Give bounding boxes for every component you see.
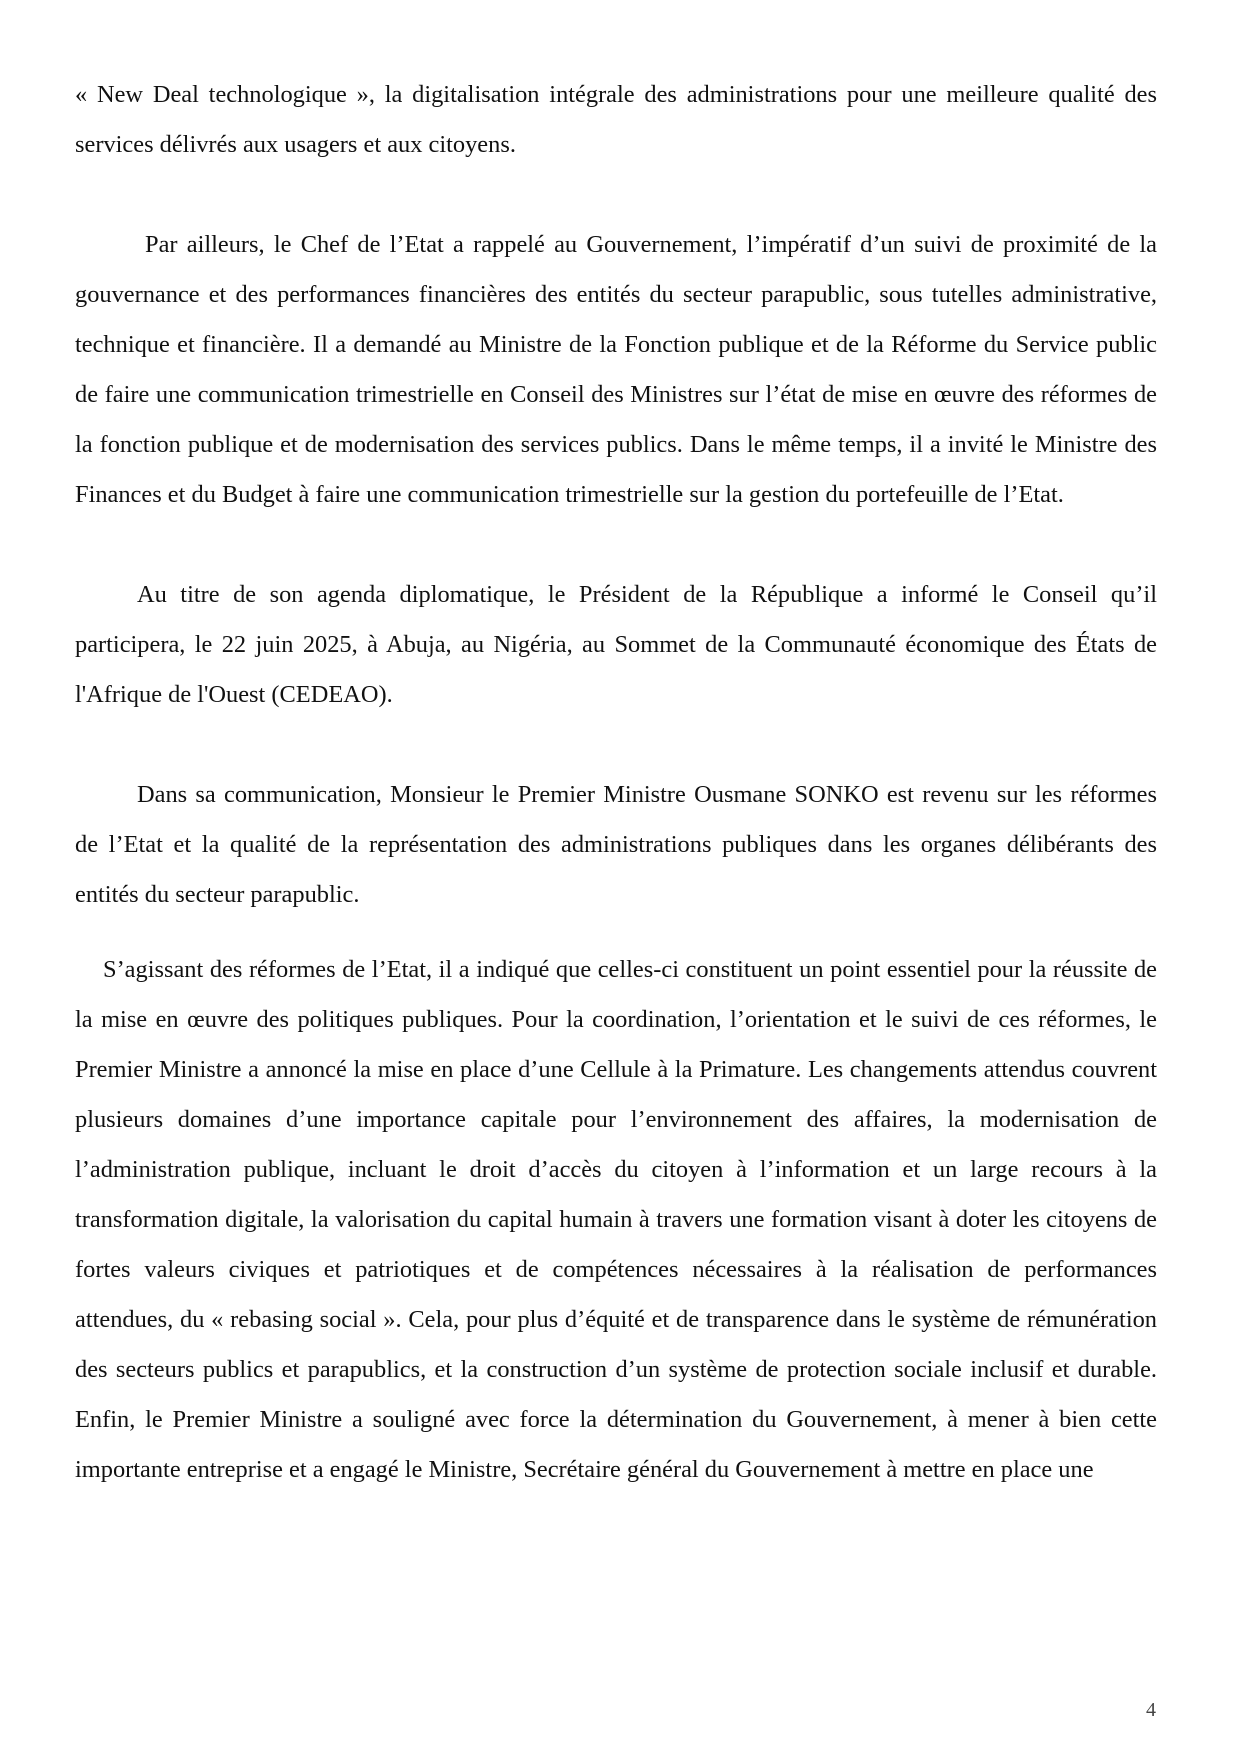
- paragraph-new-deal: « New Deal technologique », la digitalisation intégrale des administrations pour une meilleure qualité des services délivrés aux usagers et aux citoyens.: [75, 81, 1157, 158]
- paragraph-agenda-diplomatique: Au titre de son agenda diplomatique, le Président de la République a informé le Conseil qu’il participera, le 22 juin 2025, à Abuja, au Nigéria, au Sommet de la Communauté économique des États de l'Afrique de l'Ouest (CEDEAO).: [75, 581, 1157, 708]
- page-number: 4: [1146, 1699, 1156, 1721]
- paragraph-reformes-etat: S’agissant des réformes de l’Etat, il a indiqué que celles-ci constituent un point essentiel pour la réussite de la mise en œuvre des politiques publiques. Pour la coordination, l’orientation et le suivi de ces réformes, le Premier Ministre a annoncé la mise en place d’une Cellule à la Primature. Les changements attendus couvrent plusieurs domaines d’une importance capitale pour l’environnement des affaires, la modernisation de l’administration publique, incluant le droit d’accès du citoyen à l’information et un large recours à la transformation digitale, la valorisation du capital humain à travers une formation visant à doter les citoyens de fortes valeurs civiques et patriotiques et de compétences nécessaires à la réalisation de performances attendues, du « rebasing social ». Cela, pour plus d’équité et de transparence dans le système de rémunération des secteurs publics et parapublics, et la construction d’un système de protection sociale inclusif et durable. Enfin, le Premier Ministre a souligné avec force la détermination du Gouvernement, à mener à bien cette importante entreprise et a engagé le Ministre, Secrétaire général du Gouvernement à mettre en place une: [75, 956, 1157, 1483]
- paragraph-suivi-secteur-parapublic: Par ailleurs, le Chef de l’Etat a rappelé au Gouvernement, l’impératif d’un suivi de proximité de la gouvernance et des performances financières des entités du secteur parapublic, sous tutelles administrative, technique et financière. Il a demandé au Ministre de la Fonction publique et de la Réforme du Service public de faire une communication trimestrielle en Conseil des Ministres sur l’état de mise en œuvre des réformes de la fonction publique et de modernisation des services publics. Dans le même temps, il a invité le Ministre des Finances et du Budget à faire une communication trimestrielle sur la gestion du portefeuille de l’Etat.: [75, 231, 1157, 508]
- paragraph-communication-premier-ministre: Dans sa communication, Monsieur le Premier Ministre Ousmane SONKO est revenu sur les réformes de l’Etat et la qualité de la représentation des administrations publiques dans les organes délibérants des entités du secteur parapublic.: [75, 781, 1157, 908]
- document-page: [75, 70, 1157, 1495]
